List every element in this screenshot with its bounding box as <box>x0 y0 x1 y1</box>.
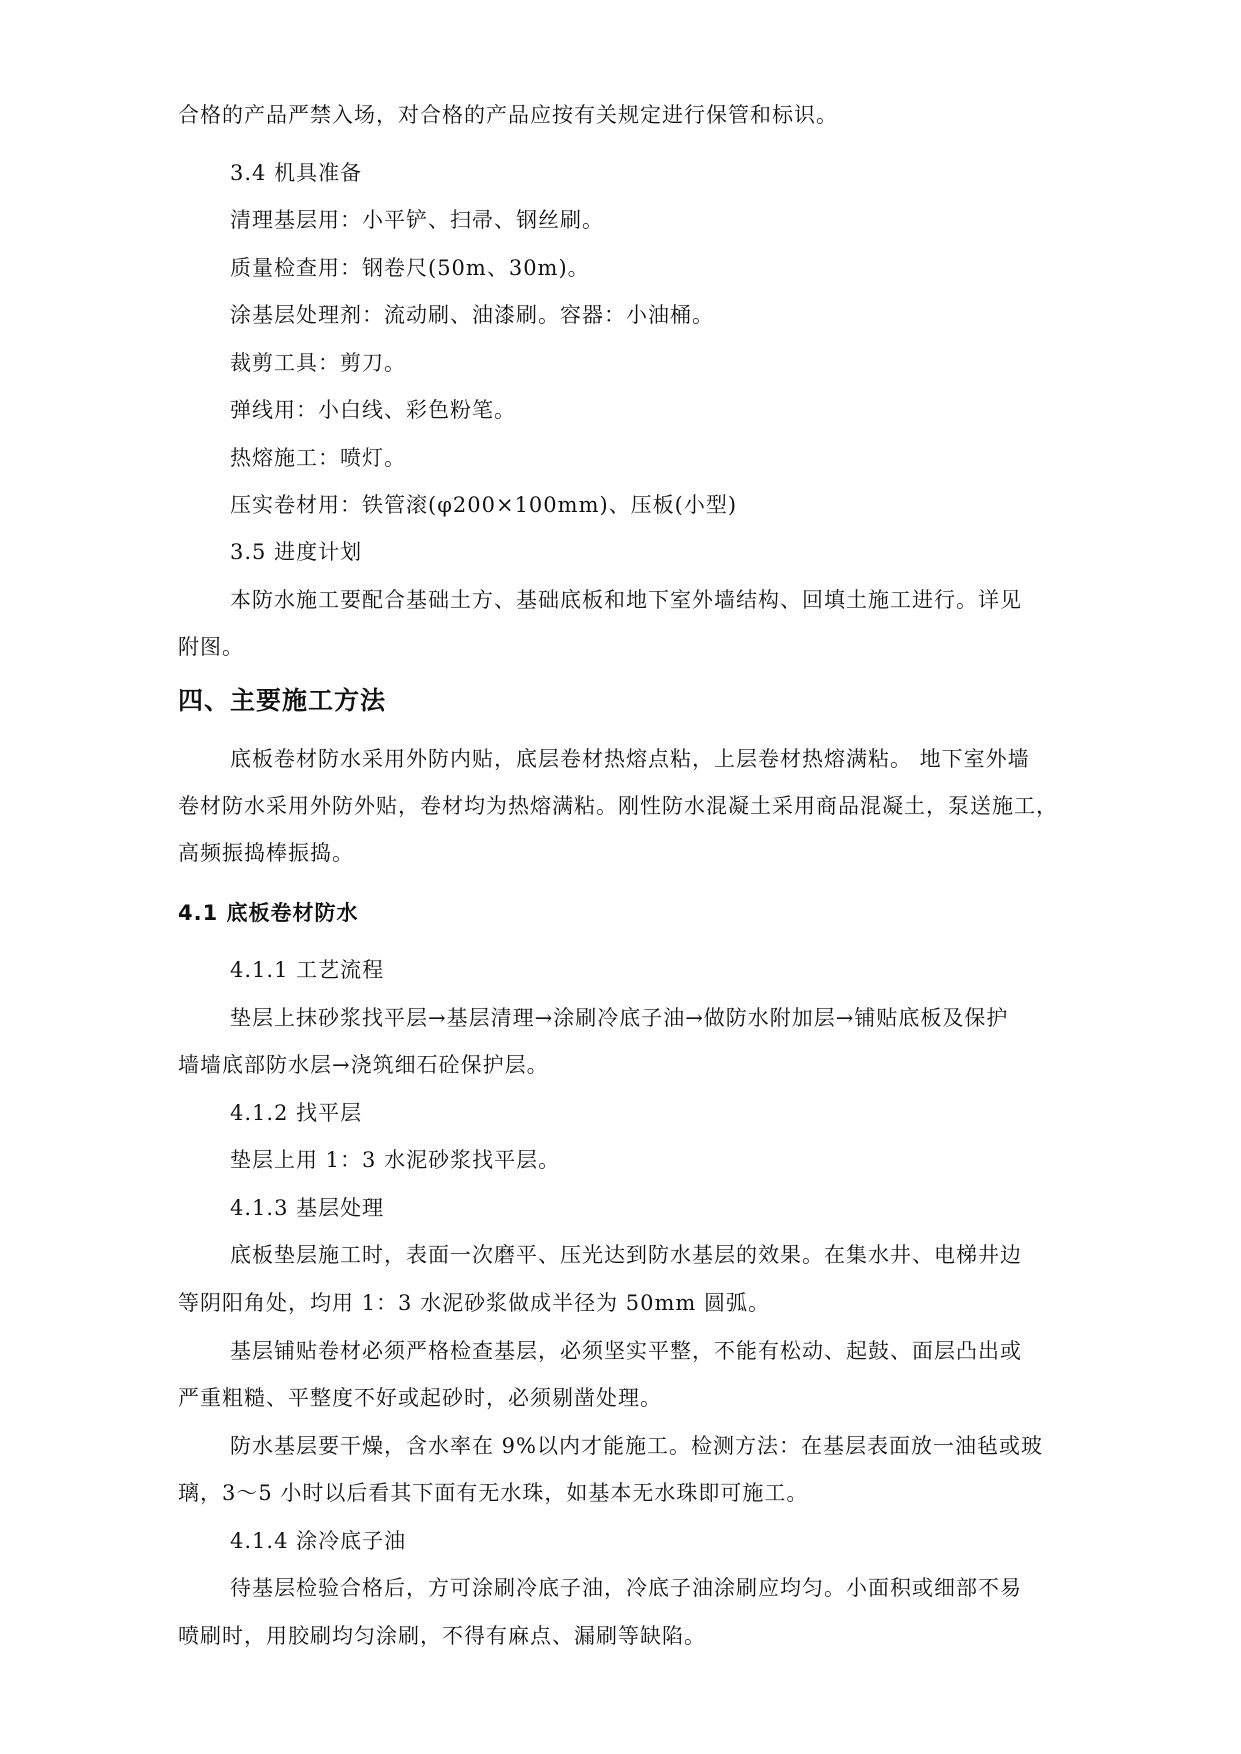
subsection-heading: 4.1.4 涂冷底子油 <box>230 1529 407 1553</box>
body-text-line: 基层铺贴卷材必须严格检查基层，必须坚实平整，不能有松动、起鼓、面层凸出或 <box>230 1339 1022 1363</box>
list-item: 裁剪工具：剪刀。 <box>230 351 406 375</box>
body-text-line: 底板卷材防水采用外防内贴，底层卷材热熔点粘，上层卷材热熔满粘。 地下室外墙 <box>230 747 1030 771</box>
body-text-line: 本防水施工要配合基础土方、基础底板和地下室外墙结构、回填土施工进行。详见 <box>230 588 1022 612</box>
list-item: 弹线用：小白线、彩色粉笔。 <box>230 398 516 422</box>
body-text-line: 垫层上用 1：3 水泥砂浆找平层。 <box>230 1148 561 1172</box>
subsection-heading: 3.5 进度计划 <box>230 540 363 564</box>
body-text-line: 合格的产品严禁入场，对合格的产品应按有关规定进行保管和标识。 <box>178 103 838 127</box>
body-text-line: 垫层上抹砂浆找平层→基层清理→涂刷冷底子油→做防水附加层→铺贴底板及保护 <box>230 1006 1009 1030</box>
body-text-line: 等阴阳角处，均用 1：3 水泥砂浆做成半径为 50mm 圆弧。 <box>178 1291 770 1315</box>
body-text-line: 喷刷时，用胶刷均匀涂刷，不得有麻点、漏刷等缺陷。 <box>178 1624 706 1648</box>
body-text-line: 严重粗糙、平整度不好或起砂时，必须剔凿处理。 <box>178 1386 662 1410</box>
subsection-heading: 4.1 底板卷材防水 <box>178 901 359 925</box>
body-text-line: 附图。 <box>178 635 244 659</box>
list-item: 涂基层处理剂：流动刷、油漆刷。容器：小油桶。 <box>230 303 714 327</box>
subsection-heading: 3.4 机具准备 <box>230 161 363 185</box>
section-heading: 四、主要施工方法 <box>178 686 387 715</box>
body-text-line: 底板垫层施工时，表面一次磨平、压光达到防水基层的效果。在集水井、电梯井边 <box>230 1243 1022 1267</box>
subsection-heading: 4.1.2 找平层 <box>230 1101 363 1125</box>
list-item: 压实卷材用：铁管滚(φ200×100mm)、压板(小型) <box>230 493 738 517</box>
body-text-line: 待基层检验合格后，方可涂刷冷底子油，冷底子油涂刷应均匀。小面积或细部不易 <box>230 1576 1022 1600</box>
list-item: 清理基层用：小平铲、扫帚、钢丝刷。 <box>230 208 604 232</box>
body-text-line: 璃，3～5 小时以后看其下面有无水珠，如基本无水珠即可施工。 <box>178 1481 809 1505</box>
body-text-line: 卷材防水采用外防外贴，卷材均为热熔满粘。刚性防水混凝土采用商品混凝土，泵送施工， <box>178 794 1058 818</box>
body-text-line: 墙墙底部防水层→浇筑细石砼保护层。 <box>178 1053 549 1077</box>
subsection-heading: 4.1.3 基层处理 <box>230 1196 385 1220</box>
subsection-heading: 4.1.1 工艺流程 <box>230 958 385 982</box>
body-text-line: 高频振捣棒振捣。 <box>178 841 354 865</box>
list-item: 热熔施工：喷灯。 <box>230 446 406 470</box>
list-item: 质量检查用：钢卷尺(50m、30m)。 <box>230 256 590 280</box>
body-text-line: 防水基层要干燥，含水率在 9%以内才能施工。检测方法：在基层表面放一油毡或玻 <box>230 1434 1043 1458</box>
